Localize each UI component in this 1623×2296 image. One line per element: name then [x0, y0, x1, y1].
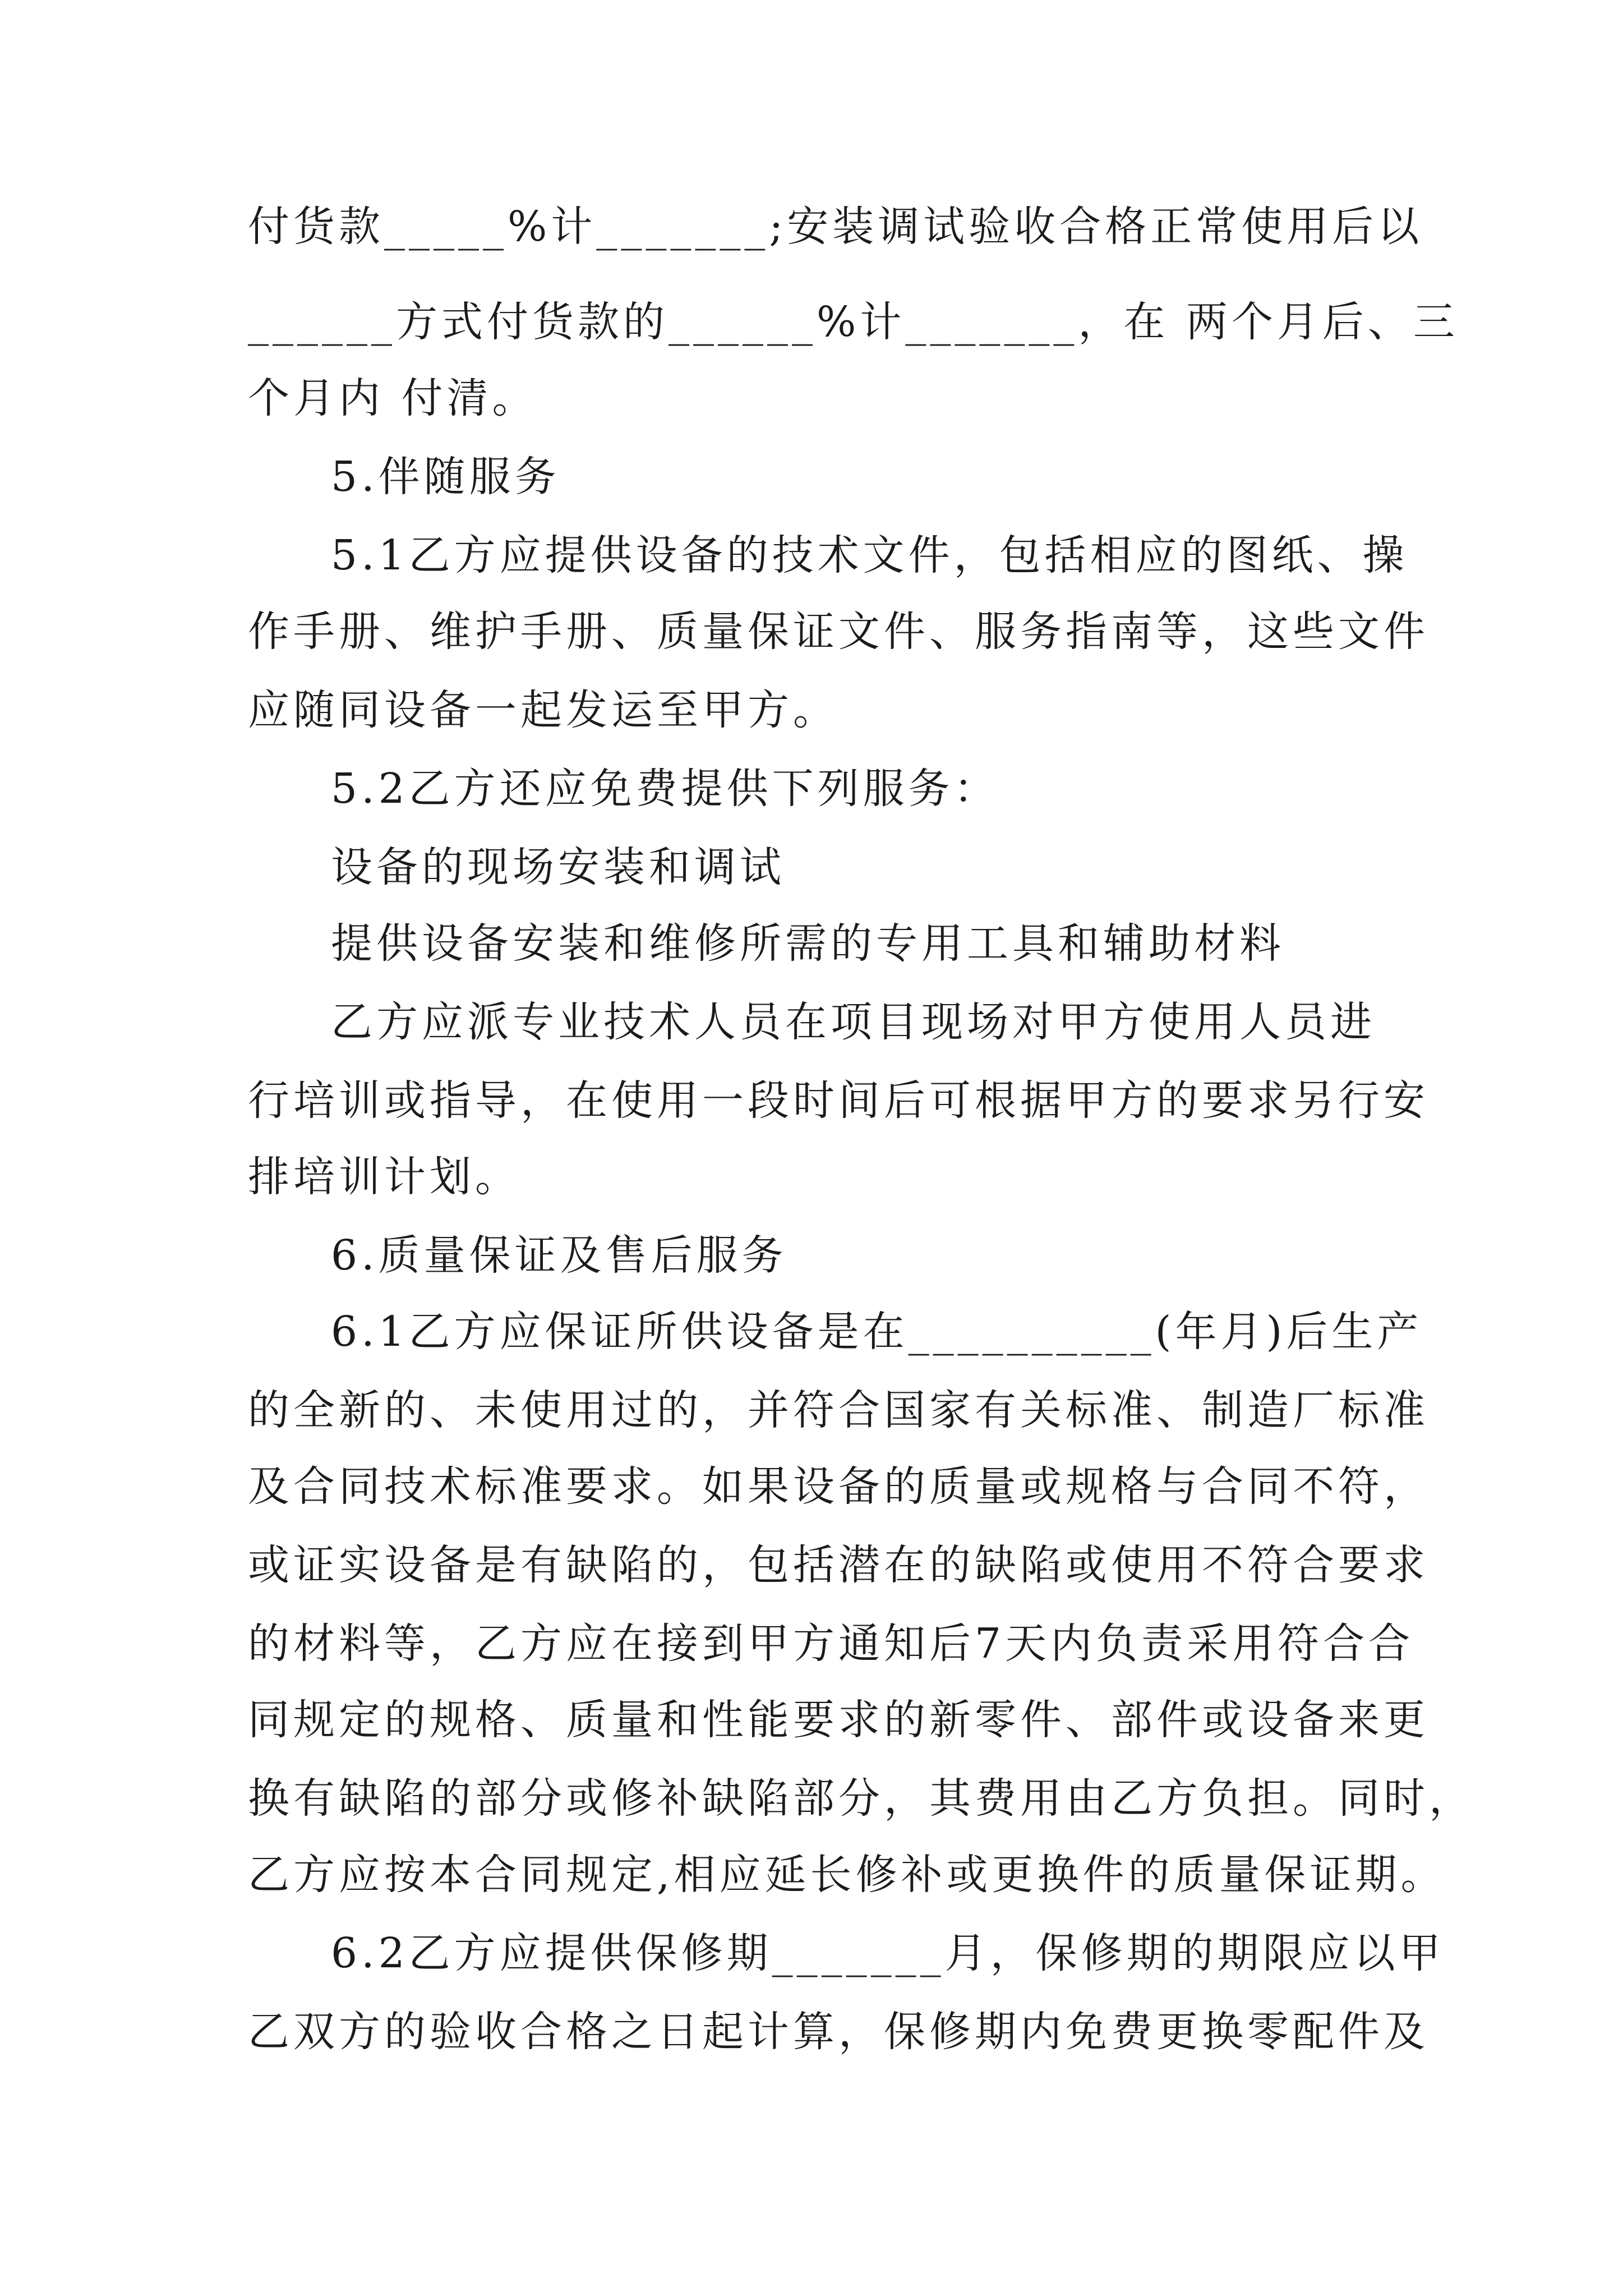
text-line: 6.2乙方应提供保修期_______月，保修期的期限应以甲 — [331, 1929, 1445, 1977]
text-line: 设备的现场安装和调试 — [331, 843, 785, 891]
text-line: 乙方应派专业技术人员在项目现场对甲方使用人员进 — [331, 998, 1376, 1046]
text-line: 个月内 付清。 — [248, 374, 538, 422]
text-line: 同规定的规格、质量和性能要求的新零件、部件或设备来更 — [248, 1696, 1429, 1744]
text-line: 换有缺陷的部分或修补缺陷部分，其费用由乙方负担。同时， — [248, 1774, 1474, 1823]
text-line: 排培训计划。 — [248, 1153, 520, 1201]
section-heading: 5.伴随服务 — [331, 453, 560, 501]
text-line: 行培训或指导，在使用一段时间后可根据甲方的要求另行安 — [248, 1076, 1429, 1125]
text-line: 提供设备安装和维修所需的专用工具和辅助材料 — [331, 919, 1285, 968]
text-line: 的全新的、未使用过的，并符合国家有关标准、制造厂标准 — [248, 1386, 1429, 1434]
text-line: 乙双方的验收合格之日起计算，保修期内免费更换零配件及 — [248, 2008, 1429, 2056]
text-line: 乙方应按本合同规定,相应延长修补或更换件的质量保证期。 — [248, 1851, 1446, 1899]
text-line: 的材料等，乙方应在接到甲方通知后7天内负责采用符合合 — [248, 1619, 1414, 1668]
text-line: 作手册、维护手册、质量保证文件、服务指南等，这些文件 — [248, 608, 1429, 656]
text-line: 应随同设备一起发运至甲方。 — [248, 686, 838, 734]
text-line: 及合同技术标准要求。如果设备的质量或规格与合同不符， — [248, 1462, 1429, 1511]
text-line: 付货款_____%计_______;安装调试验收合格正常使用后以 — [248, 203, 1423, 251]
text-line: 或证实设备是有缺陷的，包括潜在的缺陷或使用不符合要求 — [248, 1541, 1429, 1589]
text-line: 6.1乙方应保证所供设备是在__________(年月)后生产 — [331, 1308, 1423, 1356]
text-line: 5.2乙方还应免费提供下列服务： — [331, 765, 999, 813]
text-line: ______方式付货款的______%计_______，在 两个月后、三 — [248, 298, 1459, 346]
text-line: 5.1乙方应提供设备的技术文件，包括相应的图纸、操 — [331, 531, 1408, 579]
section-heading: 6.质量保证及售后服务 — [331, 1231, 787, 1280]
